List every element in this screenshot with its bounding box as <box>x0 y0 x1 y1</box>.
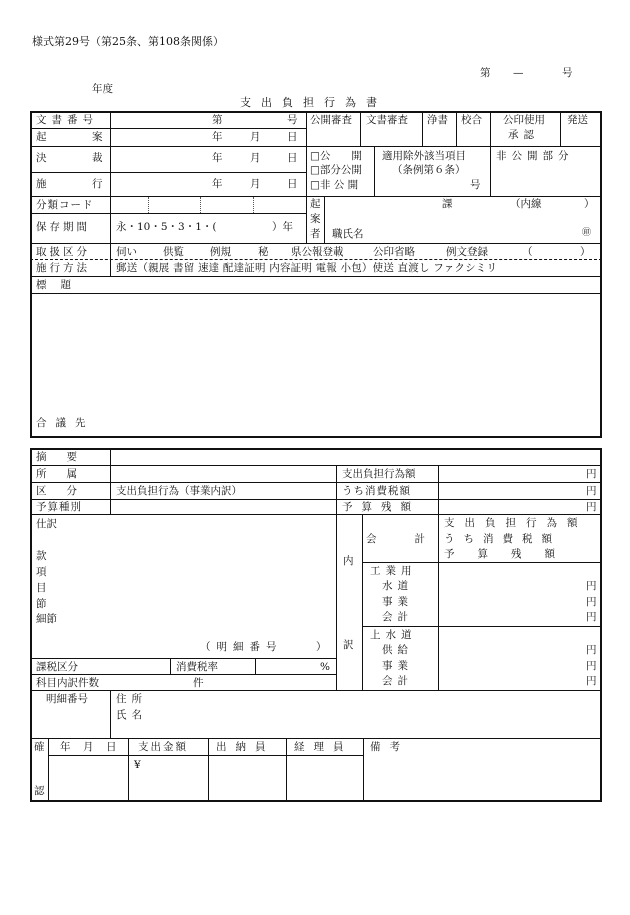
meisai-bango-close: ） <box>316 641 327 653</box>
kessai-day: 日 <box>287 152 298 164</box>
shozoku-label: 所属 <box>36 468 97 480</box>
josui-yen-3: 円 <box>586 675 597 687</box>
tekiyo-label-2: （条例第６条） <box>392 164 466 176</box>
yosan-shubetsu-label: 予算種別 <box>36 501 82 513</box>
confirm-date-label: 年 月 日 <box>60 741 118 753</box>
bunsho-shinsa-label: 文書審査 <box>366 114 408 126</box>
kokai-shinsa-label: 公開審査 <box>310 114 352 126</box>
disclosure-partial[interactable]: □部分公開 <box>310 164 362 176</box>
kessai-label-1: 決 <box>36 152 47 164</box>
kubun-value: 支出負担行為（事業内訳） <box>116 485 242 497</box>
handling-item-reibun[interactable]: 例文登録 <box>446 246 488 258</box>
gogisaki-label: 合議先 <box>36 417 95 429</box>
handling-item-hi[interactable]: 秘 <box>258 246 269 258</box>
shikou-label-2: 行 <box>92 178 103 190</box>
yosan-zan-right: 予算残額 <box>444 548 578 560</box>
kou-label: 項 <box>36 566 47 578</box>
kian-label-2: 案 <box>92 131 103 143</box>
drafter-an: 案 <box>310 213 321 225</box>
jusho-label: 住所 <box>116 693 147 705</box>
seal-icon: ㊞ <box>582 228 592 238</box>
kakunin-ka: 確 <box>34 741 45 753</box>
josui-yen-1: 円 <box>586 644 597 656</box>
kessai-label-2: 裁 <box>92 152 103 164</box>
drafter-sha: 者 <box>310 228 321 240</box>
biko-label: 備考 <box>370 741 409 753</box>
handling-item-koho[interactable]: 県公報登載 <box>291 246 344 258</box>
disclosure-private[interactable]: □非 公 開 <box>310 179 359 191</box>
kogyo-yen-2: 円 <box>586 596 597 608</box>
doc-number-label: 文書番号 <box>36 114 98 126</box>
fiscal-year-label: 年度 <box>92 83 113 95</box>
meisai-bango-row-label: 明細番号 <box>46 693 88 705</box>
yosan-zan-label: 予算残額 <box>342 501 420 513</box>
disclosure-public[interactable]: □公 開 <box>310 150 362 162</box>
page-title: 支出負担行為書 <box>240 96 387 109</box>
kazei-kubun-label: 課税区分 <box>36 661 78 673</box>
suitou-label: 出納員 <box>216 741 275 753</box>
yen-sign: ¥ <box>134 759 141 771</box>
drafter-ka: 課 <box>442 198 453 210</box>
futan-gaku-right: 支出負担行為額 <box>444 517 588 529</box>
kaikei-label: 会計 <box>366 533 463 545</box>
shishutsu-label: 支出金額 <box>138 741 188 753</box>
kogyo-line-4: 会計 <box>382 611 413 623</box>
shohizei-ritsu-label: 消費税率 <box>176 661 218 673</box>
percent-sign: % <box>320 661 330 673</box>
method-label: 施行方法 <box>36 262 90 274</box>
doc-number-suffix: 号 <box>562 67 573 79</box>
shikou-month: 月 <box>250 178 261 190</box>
hikokai-label: 非公開部分 <box>496 150 574 162</box>
saisetsu-label: 細節 <box>36 613 57 625</box>
meisai-bango-label: （明細番号 <box>200 641 283 653</box>
josui-line-2: 供給 <box>382 644 413 656</box>
koin-label-1: 公印使用 <box>503 114 545 126</box>
shohizei-label: うち消費税額 <box>342 485 411 497</box>
yosan-zan-yen: 円 <box>586 501 597 513</box>
bunrui-label: 分類コード <box>36 199 94 211</box>
kogo-label: 校合 <box>461 114 482 126</box>
kian-month: 月 <box>250 131 261 143</box>
shikou-year: 年 <box>212 178 223 190</box>
shiwake-label: 仕訳 <box>36 518 57 530</box>
kubun-label: 区分 <box>36 485 97 497</box>
josui-yen-2: 円 <box>586 660 597 672</box>
handling-label: 取扱区分 <box>36 246 90 258</box>
kakunin-nin: 認 <box>34 785 45 797</box>
doc-number-gou: 号 <box>287 114 298 126</box>
kogyo-yen-3: 円 <box>586 611 597 623</box>
form-number: 様式第29号（第25条、第108条関係） <box>32 35 224 48</box>
handling-item-ukagai[interactable]: 伺い <box>116 246 137 258</box>
hozon-values: 永・10・5・3・1・( <box>116 221 217 233</box>
kogyo-line-1: 工業用 <box>370 565 417 577</box>
kamoku-kensu-label: 科目内訳件数 <box>36 677 99 689</box>
drafter-shimei: 職氏名 <box>332 228 364 240</box>
futan-gaku-yen: 円 <box>586 468 597 480</box>
shikou-day: 日 <box>287 178 298 190</box>
kogyo-line-2: 水道 <box>382 580 413 592</box>
shimei-label: 氏名 <box>116 709 147 721</box>
shohizei-right: うち消費税額 <box>444 533 561 545</box>
drafter-naisen-close: ） <box>584 198 595 210</box>
shohizei-yen: 円 <box>586 485 597 497</box>
hyodai-label: 標題 <box>36 279 85 291</box>
drafter-ki: 起 <box>310 198 321 210</box>
handling-item-koin[interactable]: 公印省略 <box>373 246 415 258</box>
josui-line-1: 上水道 <box>370 629 417 641</box>
drafter-naisen: （内線 <box>510 198 542 210</box>
josui-line-4: 会計 <box>382 675 413 687</box>
wake-label: 訳 <box>343 639 354 651</box>
kian-label-1: 起 <box>36 131 47 143</box>
kan-label: 款 <box>36 550 47 562</box>
josui-line-3: 事業 <box>382 660 413 672</box>
keiri-label: 経理員 <box>294 741 353 753</box>
kian-day: 日 <box>287 131 298 143</box>
doc-number-dai: 第 <box>212 114 223 126</box>
uchi-label: 内 <box>343 555 354 567</box>
ken-label: 件 <box>193 677 204 689</box>
handling-paren-open: （ <box>522 246 533 258</box>
handling-item-reiki[interactable]: 例規 <box>210 246 231 258</box>
handling-paren-close: ） <box>580 246 591 258</box>
moku-label: 目 <box>36 582 47 594</box>
josho-label: 浄書 <box>427 114 448 126</box>
koin-label-2: 承認 <box>508 129 539 141</box>
hozon-label: 保存期間 <box>36 221 90 233</box>
shikou-label-1: 施 <box>36 178 47 190</box>
handling-item-kyoran[interactable]: 供覧 <box>163 246 184 258</box>
tekiyo-label: 摘要 <box>36 451 97 463</box>
tekiyo-gou: 号 <box>470 179 481 191</box>
kian-year: 年 <box>212 131 223 143</box>
kessai-year: 年 <box>212 152 223 164</box>
kessai-month: 月 <box>250 152 261 164</box>
hasso-label: 発送 <box>567 114 588 126</box>
hozon-close: ）年 <box>272 221 293 233</box>
tekiyo-label-1: 適用除外該当項目 <box>382 150 466 162</box>
kogyo-line-3: 事業 <box>382 596 413 608</box>
method-options[interactable]: 郵送（親展 書留 速達 配達証明 内容証明 電報 小包）使送 直渡し ファクシミリ <box>116 262 498 274</box>
doc-number-prefix: 第 <box>480 67 491 79</box>
doc-number-dash: — <box>513 67 524 79</box>
setsu-label: 節 <box>36 598 47 610</box>
kogyo-yen-1: 円 <box>586 580 597 592</box>
futan-gaku-label: 支出負担行為額 <box>342 468 416 480</box>
